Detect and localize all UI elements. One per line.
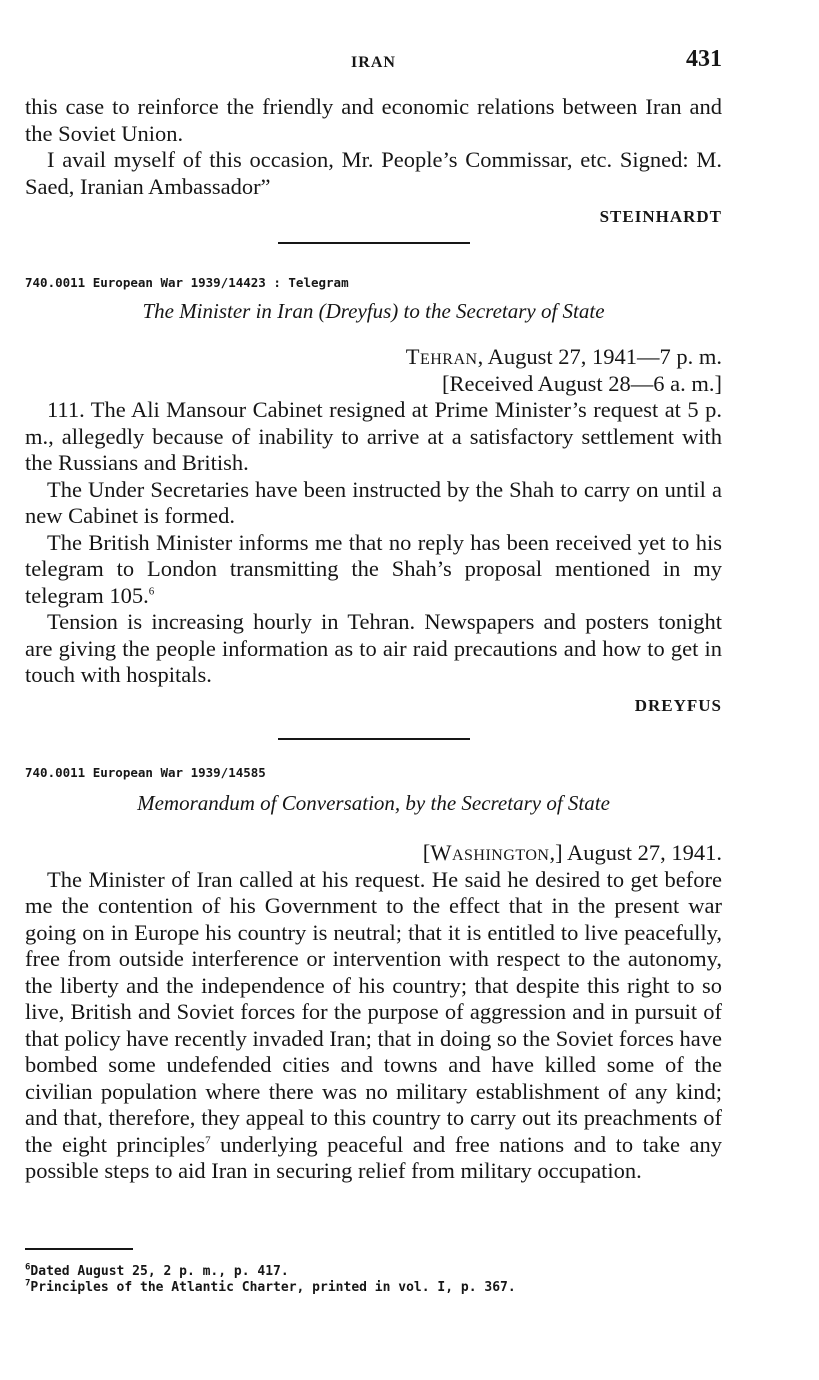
file-reference: 740.0011 European War 1939/14423 : Telegram	[25, 275, 349, 290]
paragraph: Tension is increasing hourly in Tehran. Newspapers and posters tonight are giving the people information as to air raid precautions and how to get in touch with hospitals.	[25, 609, 722, 687]
running-head: IRAN	[351, 54, 396, 71]
footnote-reference: 6	[148, 585, 155, 597]
footnote-rule	[25, 1248, 133, 1250]
document-dreyfus-telegram	[25, 275, 722, 719]
document-title: Memorandum of Conversation, by the Secretary of State	[137, 791, 610, 815]
page-header	[25, 46, 722, 76]
paragraph: I avail myself of this occasion, Mr. People’s Commissar, etc. Signed: M. Saed, Iranian Ambassador”	[25, 147, 722, 199]
footnote: $^6$Dated August 25, 2 p. m., p. 417.	[25, 1262, 289, 1279]
file-reference: 740.0011 European War 1939/14585	[25, 765, 266, 780]
paragraph: The British Minister informs me that no reply has been received yet to his telegram to London transmitting the Shah’s proposal mentioned in my telegram 105.$^6$	[25, 529, 722, 608]
footnote-reference: 7	[205, 1134, 211, 1146]
paragraph: 111. The Ali Mansour Cabinet resigned at Prime Minister’s request at 5 p. m., allegedly because of inability to arrive at a satisfactory settlement with the Russians and British.	[25, 397, 722, 475]
paragraph: The Under Secretaries have been instructed by the Shah to carry on until a new Cabinet is formed.	[25, 476, 722, 528]
paragraph: this case to reinforce the friendly and economic relations between Iran and the Soviet Union.	[25, 94, 722, 146]
signature: DREYFUS	[634, 695, 722, 715]
signature: STEINHARDT	[599, 207, 722, 226]
document-memorandum	[25, 765, 722, 1185]
footnotes	[25, 1248, 722, 1296]
footnote: $^7$Principles of the Atlantic Charter, printed in vol. I, p. 367.	[25, 1278, 516, 1295]
dateline: Tehran, August 27, 1941—7 p. m.	[405, 344, 722, 369]
paragraph: The Minister of Iran called at his request. He said he desired to get before me the contention of his Government to the effect that in the present war going on in Europe his country is neutral; that it is entitled to live peacefully, free from outside interference or intervention with respect to the autonomy, the liberty and the independence of his country; that despite this right to so live, British and Soviet forces for the purpose of aggression and in pursuit of that policy have recently invaded Iran; that in doing so the Soviet forces have bombed some undefended cities and towns and have killed some of the civilian population where there was no military establishment of any kind; and that, therefore, they appeal to this country to carry out its preachments of the eight principles$^7$ underlying peaceful and free nations and to take any possible steps to aid Iran in securing relief from military occupation.	[25, 866, 723, 1183]
section-divider	[25, 242, 722, 244]
dateline: [Washington,] August 27, 1941.	[422, 840, 722, 865]
document-title: The Minister in Iran (Dreyfus) to the Secretary of State	[142, 299, 605, 323]
received-note: [Received August 28—6 a. m.]	[442, 370, 722, 396]
page-number: 431	[686, 46, 722, 72]
section-divider	[25, 738, 722, 740]
previous-document-tail	[25, 94, 722, 231]
